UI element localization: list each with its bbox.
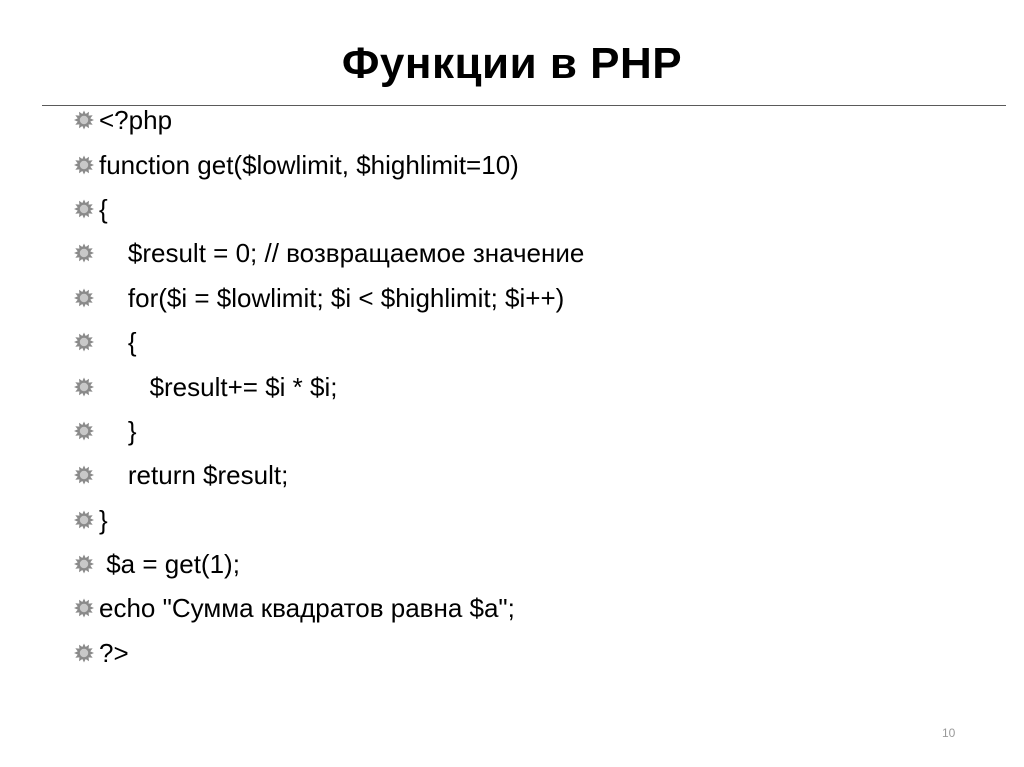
gear-bullet-icon [72,109,96,131]
code-line-text: } [99,415,137,446]
gear-bullet-icon [72,509,96,531]
code-line-text: for($i = $lowlimit; $i < $highlimit; $i++) [99,282,565,313]
gear-bullet-icon [72,420,96,442]
code-line [72,187,584,231]
code-line-text: } [99,504,108,535]
gear-bullet-icon [72,642,96,664]
code-line [72,453,584,497]
gear-bullet-icon [72,287,96,309]
code-line-text: ?> [99,637,129,668]
code-line [72,320,584,364]
code-line-text: <?php [99,105,173,136]
code-line-text: $result = 0; // возвращаемое значение [99,238,585,269]
code-line [72,231,584,275]
code-line-text: $a = get(1); [99,549,240,580]
code-line [72,98,584,142]
gear-bullet-icon [72,553,96,575]
gear-bullet-icon [72,376,96,398]
code-line-text: echo "Сумма квадратов равна $a"; [99,593,515,624]
gear-bullet-icon [72,331,96,353]
code-line [72,142,584,186]
code-line [72,364,584,408]
code-listing [72,98,584,675]
code-line [72,498,584,542]
code-line-text: { [99,193,108,224]
code-line [72,276,584,320]
gear-bullet-icon [72,464,96,486]
code-line [72,586,584,630]
code-line-text: function get($lowlimit, $highlimit=10) [99,149,519,180]
gear-bullet-icon [72,154,96,176]
code-line [72,542,584,586]
code-line-text: return $result; [99,460,289,491]
page-number: 10 [942,726,956,740]
code-line [72,631,584,675]
code-line-text: { [99,327,137,358]
code-line-text: $result+= $i * $i; [99,371,338,402]
code-line [72,409,584,453]
gear-bullet-icon [72,242,96,264]
gear-bullet-icon [72,198,96,220]
slide-title: Функции в PHP [341,39,683,88]
gear-bullet-icon [72,597,96,619]
